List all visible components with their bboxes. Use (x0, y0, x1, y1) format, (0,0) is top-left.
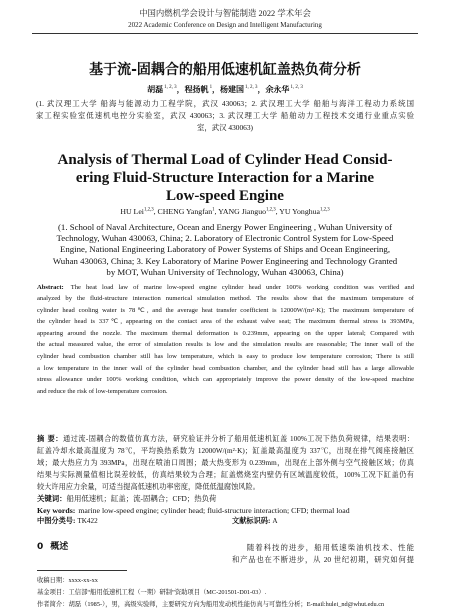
affiliation-line: Technology, Wuhan 430063, China; 2. Laboratory of Electronic Control System for Low-Speed (56, 232, 394, 243)
affiliation-line: 家工程实验室低速机电控分实验室，武汉 430063；3. 武汉理工大学 船舶动力工程技术交通行业重点实验 (36, 111, 414, 120)
abstract-line: a low temperature in the inner wall of the cylinder head combustion chamber, and the cylinder head still has a large allowable (37, 364, 414, 372)
author-separator: , (275, 207, 280, 216)
author-affiliation-marks: 1 (209, 85, 213, 91)
footnote-label: 收稿日期： (37, 577, 69, 584)
abstract-en (37, 282, 414, 398)
abstract-label: Abstract: (37, 283, 64, 291)
author-affiliation-marks: 1, 2, 3 (290, 85, 303, 91)
abstract-line: and reduce the risk of low-temperature corrosion. (37, 387, 168, 395)
author-affiliation-marks: 1,2,3 (320, 207, 330, 213)
affiliation-en (0, 222, 450, 279)
author-affiliation-marks: 1,2,3 (266, 207, 276, 213)
author-affiliation-marks: 1,2,3 (143, 207, 154, 213)
clc-number (37, 516, 227, 527)
paper-title-en (0, 151, 450, 205)
affiliation-line: Engine, National Engineering Laboratory of Power Systems of Ships and Ocean Engineering, (59, 244, 391, 255)
author-name: HU Lei (120, 207, 144, 216)
abstract-text: The heat load law of marine low-speed engine cylinder head under 100% working condition was verified and (70, 283, 414, 291)
abstract-line: 域；最大热应力为 393MPa，出现在喷油口周围；最大热变形为 0.239mm，出现在上部外侧与空气接触区域；仿真 (37, 459, 414, 467)
affiliation-line: (1. School of Naval Architecture, Ocean and Energy Power Engineering , Wuhan University of (58, 221, 392, 232)
affiliation-line: Wuhan 430063, China; 3. Key Laboratory of Marine Power Engineering and Technology Granted (52, 255, 398, 266)
intro-paragraph (232, 542, 414, 566)
author-name: 程扬帆 (184, 85, 209, 94)
author-affiliation-marks: 1, 2, 3 (164, 85, 177, 91)
section-number: 0 (37, 542, 44, 552)
author-name: 杨建国 (220, 85, 245, 94)
keywords-en (37, 505, 414, 516)
footnote-text: 工信部“船用低速机工程（一期）研制”资助项目（MC-201501-D01-03）. (68, 589, 267, 596)
footnote-rule (37, 570, 127, 571)
keywords-cn (37, 493, 414, 505)
footnote-author-bio (37, 599, 417, 611)
clc-value: TK422 (77, 517, 98, 525)
paragraph-line: 随着科技的进步，船用低速柴油机技术、性能 (246, 542, 414, 552)
keywords-label: 关键词： (37, 494, 67, 503)
clc-label: 中图分类号: (37, 517, 76, 525)
paper-title-cn: 基于流-固耦合的船用低速机缸盖热负荷分析 (89, 62, 361, 78)
author-affiliation-marks: 1, 2, 3 (245, 85, 258, 91)
document-code (232, 516, 414, 527)
author-name: 胡磊 (147, 85, 164, 94)
author-separator: ， (176, 85, 185, 94)
author-name: YU Yonghua (279, 207, 320, 216)
author-separator: , (153, 207, 158, 216)
document-code-value: A (272, 517, 278, 525)
author-separator: ， (257, 85, 266, 94)
author-separator: , (214, 207, 219, 216)
keywords-label: Key words: (37, 505, 76, 515)
footnotes (37, 575, 417, 611)
abstract-line (37, 282, 414, 294)
affiliation-cn (36, 98, 414, 134)
abstract-line: 缸盖冷却水最高温度为 78℃，平均换热系数为 12000W/(m²·K)；缸盖最高温度为 337℃，出现在排气阀座接触区 (37, 447, 414, 455)
conference-name-cn: 中国内燃机学会设计与智能制造 2022 学术年会 (139, 9, 311, 18)
footnote-funding (37, 587, 417, 599)
affiliation-line: 室，武汉 430063) (196, 123, 254, 132)
author-list-en (0, 206, 450, 218)
author-name: YANG Jianguo (218, 207, 266, 216)
abstract-label: 摘 要： (37, 434, 63, 443)
abstract-text: 通过流-固耦合的数值仿真方法，研究验证并分析了船用低速机缸盖 100%工况下热负荷规律，结果表明： (62, 435, 414, 443)
abstract-line: 结果与实际测量值相比误差较低，仿真结果较为合理；缸盖燃烧室内壁仍有区域温度较低，100%工况下缸盖仍有 (37, 471, 414, 479)
section-title: 概述 (50, 542, 69, 552)
author-separator: ， (212, 85, 221, 94)
footnote-label: 作者简介： (37, 601, 69, 608)
abstract-line: appearing around the nozzle. The maximum thermal deformation is 0.239mm, appearing on the upper lateral; Compared with (37, 329, 414, 337)
abstract-line: stress allowance under 100% working condition, which can appropriately improve the power density of the low-speed machine (37, 376, 414, 384)
keywords-text: 船用低速机；缸盖；流-固耦合；CFD；热负荷 (66, 494, 217, 503)
affiliation-line: (1. 武汉理工大学 船海与能源动力工程学院，武汉 430063；2. 武汉理工大学 船舶与海洋工程动力系统国 (36, 99, 414, 108)
footnote-text: 胡磊（1985-），男，高级实验师，主要研究方向为船用发动机性能仿真与可靠性分析；E-mail:hulei_nd@whut.edu.cn (68, 601, 385, 608)
abstract-line (37, 433, 414, 445)
keywords-text: marine low-speed engine; cylinder head; fluid-structure interaction; CFD; thermal load (78, 505, 350, 515)
abstract-cn (37, 433, 414, 493)
footnote-text: xxxx-xx-xx (68, 577, 98, 584)
affiliation-line: by MOT, Wuhan University of Technology, Wuhan 430063, China) (106, 267, 344, 278)
author-name: 余永华 (265, 85, 290, 94)
abstract-line: the cylinder head is 337℃, appearing on the contact area of the exhaust valve seat; The maximum thermal stress is 393MPa, (37, 318, 414, 326)
title-line: ering Fluid-Structure Interaction for a Marine (75, 170, 375, 186)
footnote-label: 基金项目： (37, 589, 69, 596)
abstract-line: cylinder head combustion chamber still has low temperature, which is easy to produce low temperature corrosion; There is still (37, 353, 414, 361)
header-rule (32, 33, 418, 34)
abstract-line: 较大许用应力余量，可适当提高低速机功率密度，降低低温腐蚀风险。 (37, 483, 260, 491)
abstract-line: cylinder head cooling water is 78℃, and the average heat transfer coefficient is 12000W/(m²·K); The maximum temperature of (37, 306, 414, 314)
abstract-line: the actual measured value, the error of simulation results is low and the simulation results are reasonable; The inner wall of the (37, 341, 414, 349)
title-line: Low-speed Engine (166, 188, 284, 204)
author-name: CHENG Yangfan (157, 207, 213, 216)
document-code-label: 文献标识码: (232, 517, 271, 525)
author-affiliation-marks: 1 (212, 207, 215, 213)
footnote-received (37, 575, 417, 587)
author-list-cn (0, 84, 450, 96)
title-line: Analysis of Thermal Load of Cylinder Head Consid- (57, 152, 393, 168)
section-heading (37, 541, 217, 554)
conference-name-en: 2022 Academic Conference on Design and Intelligent Manufacturing (128, 21, 322, 29)
abstract-line: analyzed by the fluid-structure interaction numerical simulation method. The results show that the maximum temperature of (37, 295, 414, 303)
paragraph-line: 和产品也在不断进步，从 20 世纪初期，研究如何提 (232, 554, 414, 564)
